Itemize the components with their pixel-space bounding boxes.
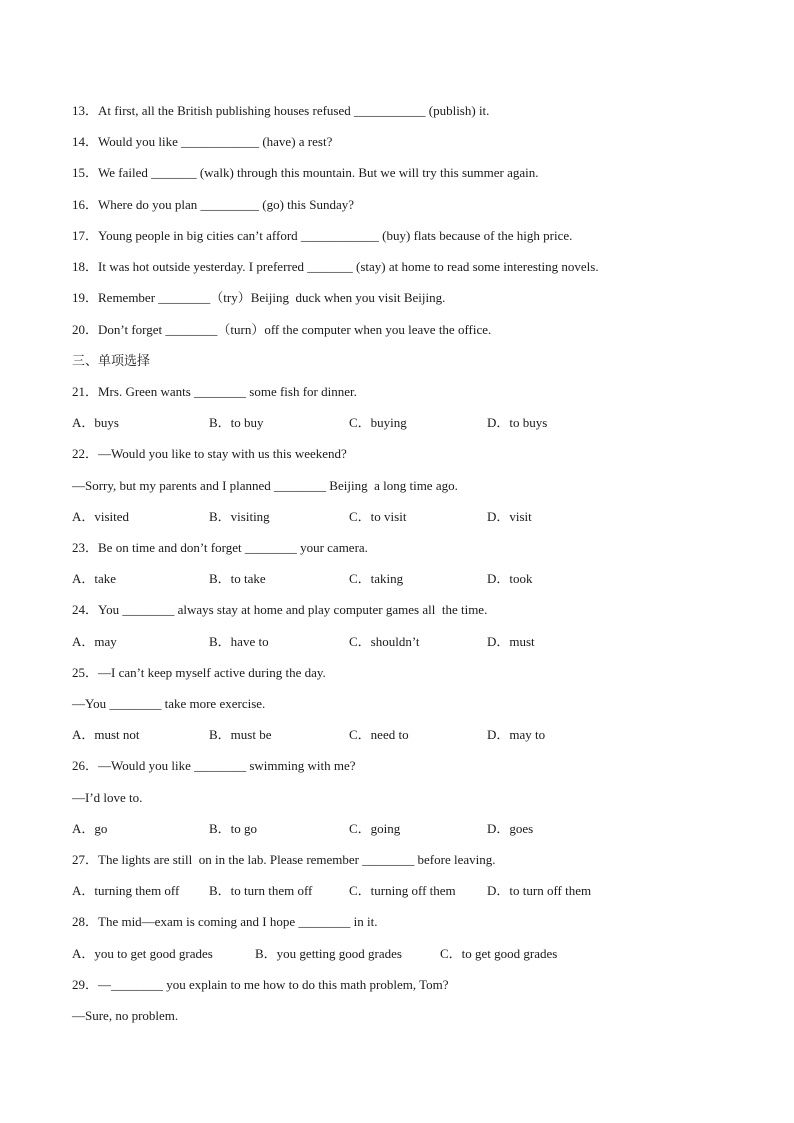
question-13: 13．At first, all the British publishing houses refused ___________ (publish) it.	[72, 103, 490, 118]
option-25-a: A．must not	[72, 727, 140, 742]
question-22: 22．—Would you like to stay with us this weekend?	[72, 446, 347, 461]
question-29-reply: —Sure, no problem.	[72, 1008, 179, 1023]
question-28: 28．The mid—exam is coming and I hope ________ in it.	[72, 914, 378, 929]
option-22-a: A．visited	[72, 509, 130, 524]
option-26-a: A．go	[72, 821, 108, 836]
option-27-b: B．to turn them off	[209, 883, 313, 898]
option-23-a: A．take	[72, 571, 117, 586]
option-22-d: D．visit	[487, 509, 532, 524]
question-24: 24．You ________ always stay at home and play computer games all the time.	[72, 602, 488, 617]
question-16: 16．Where do you plan _________ (go) this Sunday?	[72, 197, 354, 212]
option-27-c: C．turning off them	[349, 883, 456, 898]
option-27-a: A．turning them off	[72, 883, 180, 898]
section-heading: 三、单项选择	[72, 353, 151, 368]
option-24-d: D．must	[487, 634, 535, 649]
question-15: 15．We failed _______ (walk) through this mountain. But we will try this summer again.	[72, 165, 539, 180]
question-25: 25．—I can’t keep myself active during the day.	[72, 665, 326, 680]
option-24-b: B．have to	[209, 634, 269, 649]
question-26: 26．—Would you like ________ swimming with me?	[72, 758, 356, 773]
option-28-a: A．you to get good grades	[72, 946, 213, 961]
option-23-d: D．took	[487, 571, 533, 586]
question-20: 20．Don’t forget ________（turn）off the computer when you leave the office.	[72, 322, 492, 337]
question-23: 23．Be on time and don’t forget ________ your camera.	[72, 540, 368, 555]
question-25-reply: —You ________ take more exercise.	[72, 696, 266, 711]
question-27: 27．The lights are still on in the lab. Please remember ________ before leaving.	[72, 852, 496, 867]
option-25-b: B．must be	[209, 727, 272, 742]
option-21-b: B．to buy	[209, 415, 264, 430]
question-26-reply: —I’d love to.	[72, 790, 143, 805]
question-29: 29．—________ you explain to me how to do this math problem, Tom?	[72, 977, 449, 992]
option-28-b: B．you getting good grades	[255, 946, 402, 961]
option-21-c: C．buying	[349, 415, 407, 430]
option-22-b: B．visiting	[209, 509, 270, 524]
question-17: 17．Young people in big cities can’t afford ____________ (buy) flats because of the high price.	[72, 228, 573, 243]
option-23-c: C．taking	[349, 571, 404, 586]
question-14: 14．Would you like ____________ (have) a rest?	[72, 134, 333, 149]
option-27-d: D．to turn off them	[487, 883, 592, 898]
option-26-d: D．goes	[487, 821, 534, 836]
option-26-b: B．to go	[209, 821, 258, 836]
option-28-c: C．to get good grades	[440, 946, 558, 961]
option-21-d: D．to buys	[487, 415, 548, 430]
question-22-reply: —Sorry, but my parents and I planned ________ Beijing a long time ago.	[72, 478, 458, 493]
option-25-d: D．may to	[487, 727, 546, 742]
option-24-a: A．may	[72, 634, 117, 649]
question-19: 19．Remember ________（try）Beijing duck when you visit Beijing.	[72, 290, 446, 305]
option-21-a: A．buys	[72, 415, 119, 430]
option-23-b: B．to take	[209, 571, 266, 586]
question-18: 18．It was hot outside yesterday. I preferred _______ (stay) at home to read some interesting novels.	[72, 259, 599, 274]
option-22-c: C．to visit	[349, 509, 407, 524]
question-21: 21．Mrs. Green wants ________ some fish for dinner.	[72, 384, 357, 399]
option-26-c: C．going	[349, 821, 401, 836]
option-24-c: C．shouldn’t	[349, 634, 420, 649]
option-25-c: C．need to	[349, 727, 409, 742]
